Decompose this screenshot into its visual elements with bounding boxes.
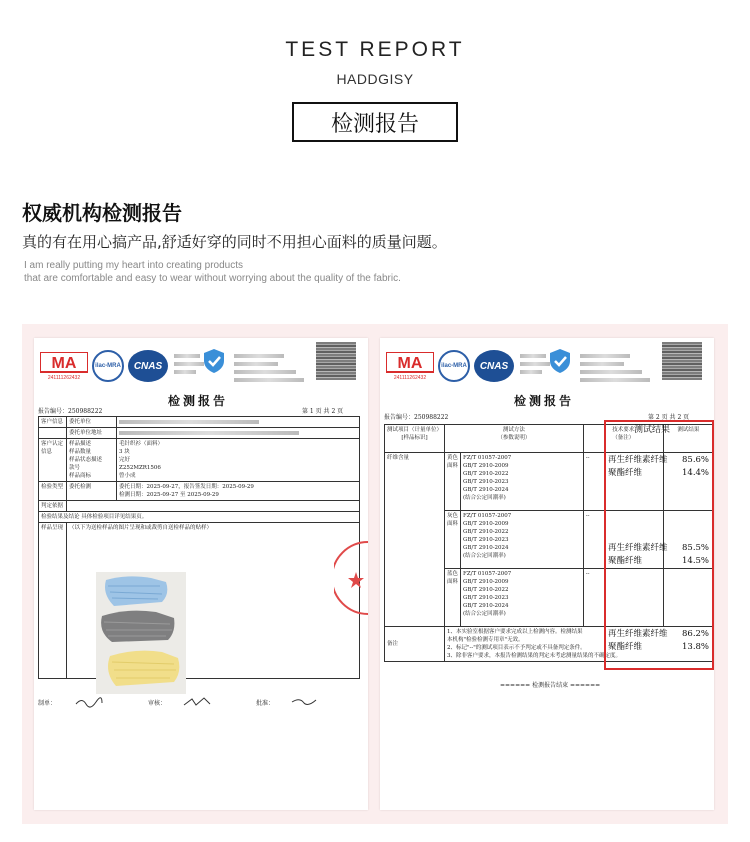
red-seal-stamp-icon <box>334 538 368 618</box>
result-group-2-fiber2: 聚酯纤维 <box>608 556 643 566</box>
cnas-logo-icon: CNAS <box>474 350 514 382</box>
table-row: 委托单位地址 <box>39 428 360 439</box>
report-page-2 <box>380 338 714 810</box>
approver-label: 批准： <box>256 700 275 707</box>
table-row: 蓝色 面料 FZ/T 01057-2007 GB/T 2910-2009 GB/T 2910-2022 GB/T 2910-2023 GB/T 2910-2024 (结合公定回潮率) -- <box>385 569 714 627</box>
table-row: 客户信息 委托单位 <box>39 417 360 428</box>
result-group-1-fiber1: 再生纤维素纤维 <box>608 455 668 465</box>
table-row: 样品呈现 （以下为送检样品的图片呈现和或裁剪自送检样品的贴样） <box>39 523 360 679</box>
table-row: 客户认定信息 样品描述 样品数量 样品状态描述 款号 样品商标 毛针织衫（面料） 3 块 完好 Z252MZR1506 曾小成 <box>39 439 360 482</box>
result-group-2-value1: 85.5% <box>682 543 710 553</box>
qr-code-blurred <box>316 342 356 380</box>
ilac-mra-logo-icon: ilac-MRA <box>92 350 124 382</box>
reviewer-label: 审核： <box>148 700 167 707</box>
results-header: 测试结果 <box>634 425 671 435</box>
svg-text:241111262432: 241111262432 <box>47 375 81 380</box>
result-group-2-value2: 14.5% <box>682 556 710 566</box>
shield-check-icon <box>548 348 572 374</box>
fabric-samples-image <box>96 572 186 694</box>
svg-text:241111262432: 241111262432 <box>393 375 427 380</box>
report-images-panel <box>22 324 728 824</box>
report-number: 报告编号：250988222 <box>384 414 449 421</box>
ilac-mra-logo-icon: ilac-MRA <box>438 350 470 382</box>
result-group-3-fiber2: 聚酯纤维 <box>608 642 643 652</box>
section-heading: 权威机构检测报告 <box>22 201 182 225</box>
table-row: 检验结果及结论 具体检验项目详见结果页。 <box>39 512 360 523</box>
result-group-3-value2: 13.8% <box>682 642 710 652</box>
result-group-1-fiber2: 聚酯纤维 <box>608 468 643 478</box>
section-box-label: 检测报告 <box>292 102 458 142</box>
svg-text:MA: MA <box>51 355 77 372</box>
shield-check-icon <box>202 348 226 374</box>
sample-photo <box>96 572 186 694</box>
result-group-2-fiber1: 再生纤维素纤维 <box>608 543 668 553</box>
brand-subtitle: HADDGISY <box>336 71 414 87</box>
result-group-1-value1: 85.6% <box>682 455 710 465</box>
reviewer-signature <box>182 696 212 708</box>
table-row: 检验类型 委托检测 委托日期：2025-09-27，报告签发日期：2025-09-29 检测日期：2025-09-27 至 2025-09-29 <box>39 482 360 501</box>
result-group-3-value1: 86.2% <box>682 629 710 639</box>
english-line-2: that are comfortable and easy to wear without worrying about the quality of the fabric. <box>24 273 401 284</box>
page-title: TEST REPORT <box>285 38 465 61</box>
maker-signature <box>74 696 104 708</box>
english-line-1: I am really putting my heart into creating products <box>24 260 243 271</box>
table-row: 备注 1、本实验室根据客户要求完成以上检测内容。检测结果 本机构"检验检测专用章"无效。 2、标记"--"的测试项目表示不予判定或不具备判定条件。 3、除非客户要求，本报告检测结果的判定未考虑测量结果的不确定度。 <box>385 627 714 662</box>
table-row: 灰色 面料 FZ/T 01057-2007 GB/T 2910-2009 GB/T 2910-2022 GB/T 2910-2023 GB/T 2910-2024 (结合公定回潮率) -- <box>385 511 714 569</box>
cma-logo-icon <box>386 352 434 380</box>
page-number: 第 1 页 共 2 页 <box>302 408 344 415</box>
report-info-table <box>38 416 360 679</box>
section-description: 真的有在用心搞产品,舒适好穿的同时不用担心面料的质量问题。 <box>22 233 447 251</box>
maker-label: 制单： <box>38 700 57 707</box>
qr-code-blurred <box>662 342 702 380</box>
report-title: 检测报告 <box>514 394 575 408</box>
report-page-1 <box>34 338 368 810</box>
section-english-text <box>24 259 401 285</box>
cma-logo-icon <box>40 352 88 380</box>
contact-text-blurred <box>580 352 660 384</box>
approver-signature <box>290 696 320 708</box>
table-header-row: 测试项目（计量单位） [样品标识] 测试方法 （参数说明） 技术要求 （备注） 测试结果 <box>385 425 714 453</box>
contact-text-blurred <box>234 352 314 384</box>
table-row: 纤维含量 黄色 面料 FZ/T 01057-2007 GB/T 2910-2009 GB/T 2910-2022 GB/T 2910-2023 GB/T 2910-2024 (结合公定回潮率) -- <box>385 453 714 511</box>
table-row: 判定依据 <box>39 501 360 512</box>
result-group-3-fiber1: 再生纤维素纤维 <box>608 629 668 639</box>
report-number: 报告编号：250988222 <box>38 408 103 415</box>
page-number: 第 2 页 共 2 页 <box>648 414 690 421</box>
cnas-logo-icon: CNAS <box>128 350 168 382</box>
report-end-mark: ====== 检测报告结束 ====== <box>500 682 601 689</box>
svg-text:MA: MA <box>397 355 423 372</box>
result-group-1-value2: 14.4% <box>682 468 710 478</box>
report-title: 检测报告 <box>168 394 229 408</box>
